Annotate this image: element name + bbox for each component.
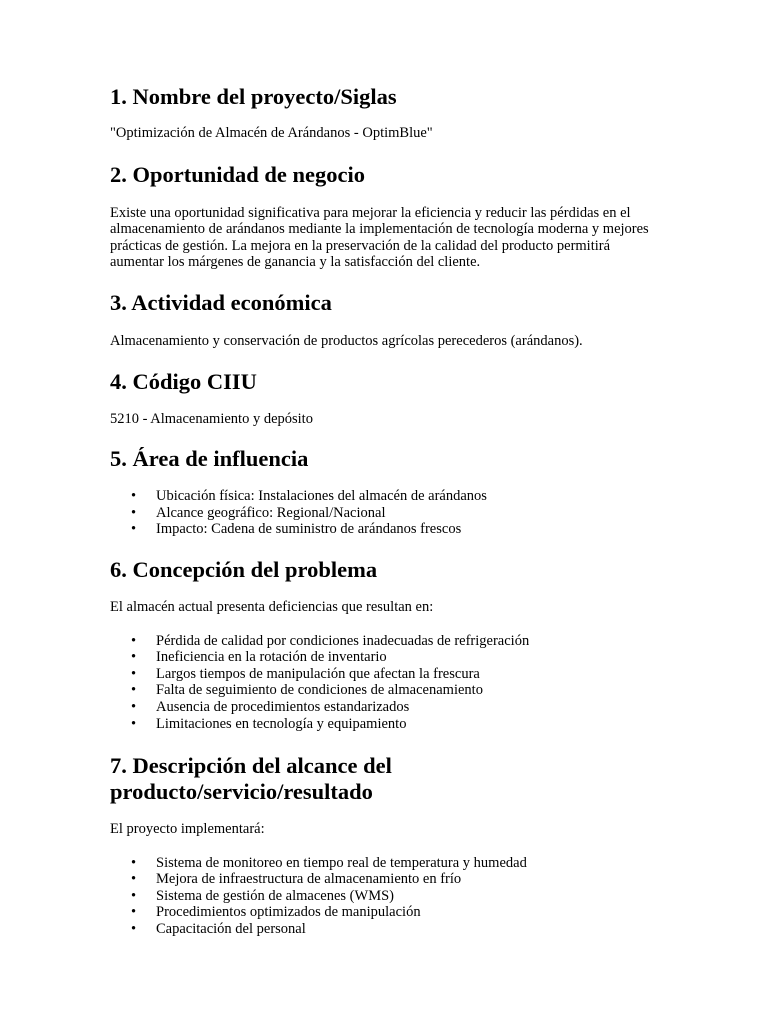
section-3-paragraph: Almacenamiento y conservación de productos agrícolas perecederos (arándanos). bbox=[110, 332, 583, 349]
list-item: • Ubicación física: Instalaciones del almacén de arándanos bbox=[110, 488, 658, 505]
section-2-paragraph: Existe una oportunidad significativa para mejorar la eficiencia y reducir las pérdidas en el almacenamiento de arándanos mediante la implementación de tecnología moderna y mejores prácticas de gestión. La mejora en la preservación de la calidad del producto permitirá aumentar los márgenes de ganancia y la satisfacción del cliente. bbox=[110, 204, 649, 271]
list-item: • Ineficiencia en la rotación de inventario bbox=[110, 649, 658, 666]
list-item: • Sistema de gestión de almacenes (WMS) bbox=[110, 888, 658, 905]
section-4-heading: 4. Código CIIU bbox=[110, 368, 257, 394]
list-item: • Mejora de infraestructura de almacenamiento en frío bbox=[110, 871, 658, 888]
list-item: • Limitaciones en tecnología y equipamiento bbox=[110, 716, 658, 733]
section-7-list bbox=[110, 855, 658, 938]
section-7-paragraph: El proyecto implementará: bbox=[110, 821, 265, 838]
list-item: • Ausencia de procedimientos estandarizados bbox=[110, 699, 658, 716]
list-item: • Falta de seguimiento de condiciones de almacenamiento bbox=[110, 682, 658, 699]
list-item: • Impacto: Cadena de suministro de arándanos frescos bbox=[110, 521, 658, 538]
section-6-heading: 6. Concepción del problema bbox=[110, 556, 378, 582]
list-item: • Pérdida de calidad por condiciones inadecuadas de refrigeración bbox=[110, 633, 658, 650]
section-6-paragraph: El almacén actual presenta deficiencias que resultan en: bbox=[110, 598, 434, 615]
list-item: • Alcance geográfico: Regional/Nacional bbox=[110, 505, 658, 522]
list-item: • Procedimientos optimizados de manipulación bbox=[110, 904, 658, 921]
list-item: • Largos tiempos de manipulación que afectan la frescura bbox=[110, 666, 658, 683]
section-6-list bbox=[110, 633, 658, 733]
section-2-heading: 2. Oportunidad de negocio bbox=[110, 161, 366, 187]
section-7-heading: 7. Descripción del alcance del producto/servicio/resultado bbox=[110, 753, 392, 805]
section-5-list bbox=[110, 488, 658, 538]
section-1-heading: 1. Nombre del proyecto/Siglas bbox=[110, 84, 397, 109]
section-5-heading: 5. Área de influencia bbox=[110, 446, 309, 472]
section-3-heading: 3. Actividad económica bbox=[110, 289, 332, 315]
section-1-paragraph: "Optimización de Almacén de Arándanos - OptimBlue" bbox=[110, 125, 433, 141]
list-item: • Capacitación del personal bbox=[110, 921, 658, 938]
section-4-paragraph: 5210 - Almacenamiento y depósito bbox=[110, 410, 313, 427]
list-item: • Sistema de monitoreo en tiempo real de temperatura y humedad bbox=[110, 855, 658, 872]
